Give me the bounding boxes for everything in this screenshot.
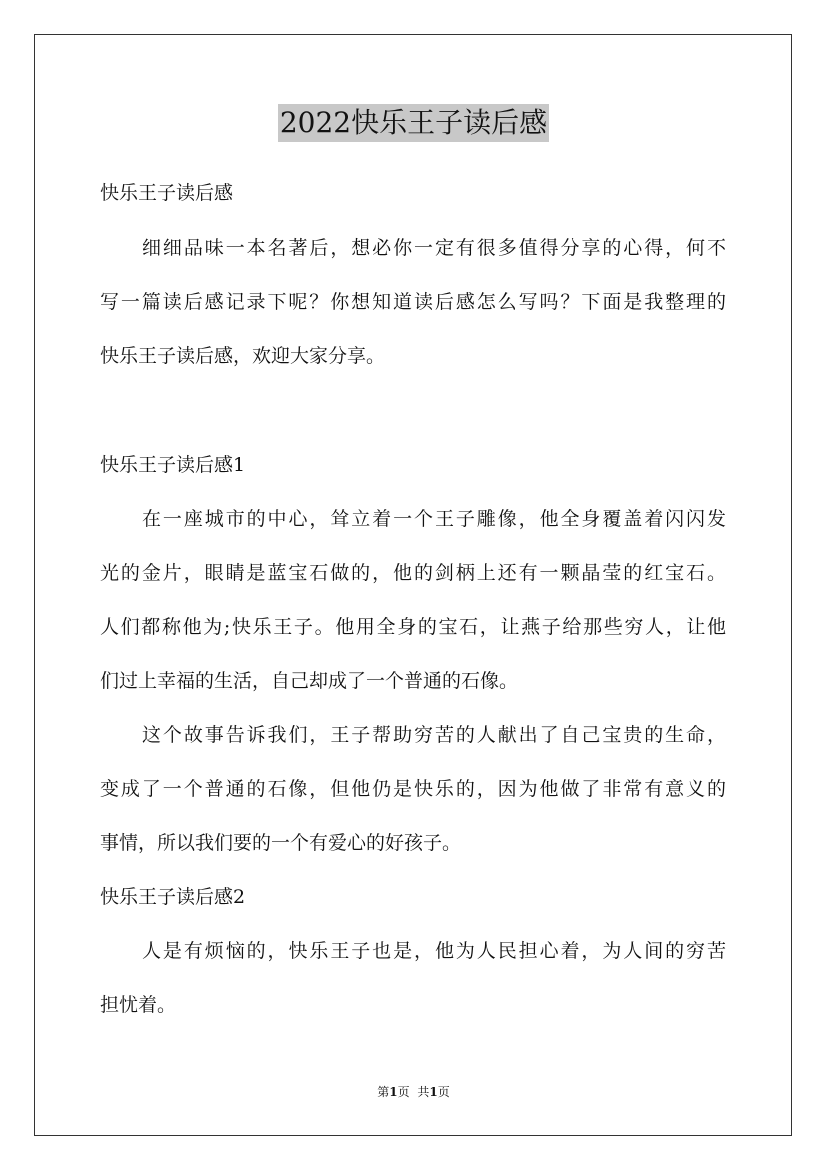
paragraph-line: 担忧着。 [100, 994, 177, 1016]
page-footer [0, 1084, 827, 1100]
paragraph-line: 快乐王子读后感，欢迎大家分享。 [100, 345, 386, 367]
paragraph-line: 这个故事告诉我们，王子帮助穷苦的人献出了自己宝贵的生命， [142, 724, 726, 746]
total-label-prefix: 共 [417, 1085, 430, 1099]
page-label-prefix: 第 [377, 1085, 390, 1099]
page-number: 1 [389, 1085, 398, 1099]
section-heading-intro: 快乐王子读后感 [100, 182, 234, 204]
paragraph-line: 人们都称他为;快乐王子。他用全身的宝石，让燕子给那些穷人，让他 [100, 616, 726, 638]
paragraph-line: 写一篇读后感记录下呢？你想知道读后感怎么写吗？下面是我整理的 [100, 291, 726, 313]
paragraph-line: 们过上幸福的生活，自己却成了一个普通的石像。 [100, 670, 519, 692]
section-heading-1: 快乐王子读后感1 [100, 454, 246, 476]
paragraph-line: 变成了一个普通的石像，但他仍是快乐的，因为他做了非常有意义的 [100, 778, 726, 800]
total-pages: 1 [429, 1085, 438, 1099]
paragraph-line: 细细品味一本名著后，想必你一定有很多值得分享的心得，何不 [142, 237, 726, 259]
section-heading-2: 快乐王子读后感2 [100, 886, 246, 908]
page-label-suffix: 页 [397, 1085, 410, 1099]
document-title: 2022快乐王子读后感 [278, 104, 549, 142]
paragraph-line: 人是有烦恼的，快乐王子也是，他为人民担心着，为人间的穷苦 [142, 940, 726, 962]
paragraph-line: 光的金片，眼睛是蓝宝石做的，他的剑柄上还有一颗晶莹的红宝石。 [100, 562, 726, 584]
paragraph-line: 事情，所以我们要的一个有爱心的好孩子。 [100, 832, 462, 854]
paragraph-line: 在一座城市的中心，耸立着一个王子雕像，他全身覆盖着闪闪发 [142, 508, 726, 530]
title-container [0, 104, 827, 142]
total-label-suffix: 页 [437, 1085, 450, 1099]
